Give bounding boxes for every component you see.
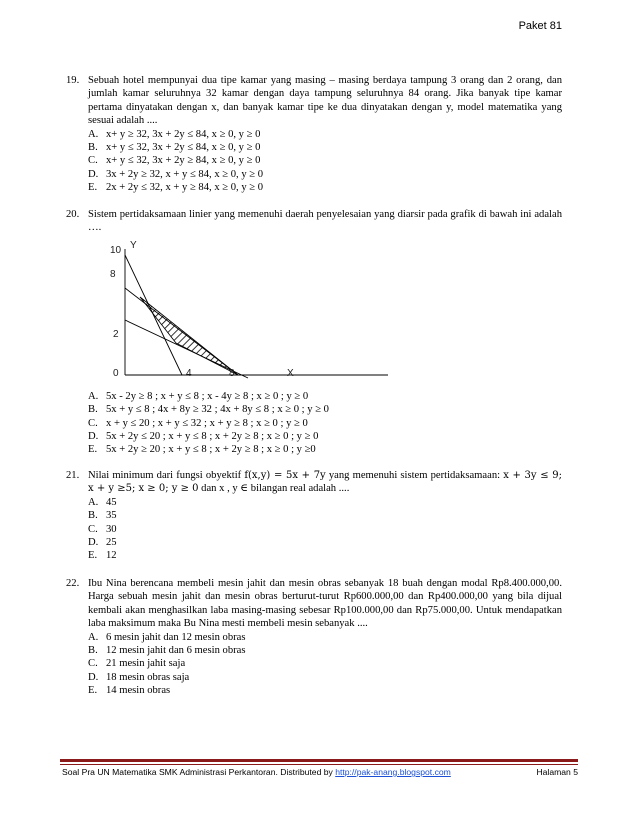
option-d: D. 3x + 2y ≥ 32, x + y ≤ 84, x ≥ 0, y ≥ 0: [88, 168, 264, 180]
x-axis-label: X: [287, 367, 294, 379]
question-number: 21.: [66, 470, 80, 481]
page-number: Halaman 5: [536, 767, 578, 777]
constraint-system: x + 3y ≤ 9; x + y ≥5; x ≥ 0; y ≥ 0: [88, 470, 562, 495]
option-e: E. 12: [88, 550, 117, 562]
option-e: E. 5x + 2y ≥ 20 ; x + y ≤ 8 ; x + 2y ≥ 8 ; x ≥ 0 ; y ≥0: [88, 444, 316, 456]
option-d: D. 25: [88, 537, 117, 549]
option-b: B. 35: [88, 510, 117, 522]
page-footer: [62, 767, 578, 777]
option-b: B. 5x + y ≤ 8 ; 4x + 8y ≥ 32 ; 4x + 8y ≤ 8 ; x ≥ 0 ; y ≥ 0: [88, 404, 329, 416]
question-text: Ibu Nina berencana membeli mesin jahit dan mesin obras sebanyak 18 buah dengan modal Rp8.400.000,00. Harga sebuah mesin jahit dan mesin obras berturut-turut Rp600.000,00 dan Rp400.000,00 yang bila dijual kembali akan menghasilkan laba masing-masing sebesar Rp100.000,00 dan Rp75.000,00. Untuk mendapatkan laba maksimum maka Bu Nina mesti membeli mesin sebanyak ....: [88, 578, 562, 630]
line-5x-2y-20: [125, 255, 182, 375]
question-20: [66, 208, 562, 457]
y-axis-label: Y: [130, 239, 137, 251]
footer-rule-thick: [60, 759, 578, 762]
footer-rule-thin: [60, 764, 578, 765]
footer-source: Soal Pra UN Matematika SMK Administrasi Perkantoran. Distributed by http://pak-anang.blogspot.com: [62, 767, 451, 777]
x-tick-8: 8: [229, 367, 235, 379]
question-text: Nilai minimum dari fungsi obyektif f(x,y) = 5x + 7y yang memenuhi sistem pertidaksamaan: x + 3y ≤ 9; x + y ≥5; x ≥ 0; y ≥ 0 dan x , y ∈ bilangan real adalah ....: [88, 470, 562, 495]
option-e: E. 14 mesin obras: [88, 685, 171, 697]
question-19: [66, 74, 562, 195]
question-text: Sebuah hotel mempunyai dua tipe kamar yang masing – masing berdaya tampung 3 orang dan 2 orang, dan jumlah kamar seluruhnya 32 kamar dengan daya tampung seluruhnya 84 orang. Jika banyak tipe kamar pertama dinyatakan dengan x, dan banyak kamar tipe ke dua dinyatakan dengan y, model matematika yang sesuai adalah ....: [88, 75, 562, 127]
question-22: [66, 577, 562, 698]
option-a: A. 45: [88, 496, 117, 508]
graph-svg: [88, 235, 388, 385]
question-number: 20.: [66, 209, 80, 220]
question-number: 19.: [66, 75, 80, 86]
option-a: A. x+ y ≥ 32, 3x + 2y ≤ 84, x ≥ 0, y ≥ 0: [88, 128, 261, 140]
x-tick-4: 4: [186, 367, 192, 379]
question-text: Sistem pertidaksamaan linier yang memenuhi daerah penyelesaian yang diarsir pada grafik di bawah ini adalah ….: [88, 209, 562, 234]
option-c: C. 21 mesin jahit saja: [88, 658, 186, 670]
option-a: A. 6 mesin jahit dan 12 mesin obras: [88, 631, 246, 643]
y-tick-8: 8: [110, 268, 116, 280]
question-21: [66, 469, 562, 563]
option-c: C. x + y ≤ 20 ; x + y ≤ 32 ; x + y ≥ 8 ; x ≥ 0 ; y ≥ 0: [88, 417, 308, 429]
blog-link[interactable]: http://pak-anang.blogspot.com: [335, 767, 451, 777]
page-package-label: Paket 81: [518, 20, 562, 32]
question-number: 22.: [66, 578, 80, 589]
origin-label: 0: [113, 367, 119, 379]
option-c: C. x+ y ≤ 32, 3x + 2y ≥ 84, x ≥ 0, y ≥ 0: [88, 155, 261, 167]
option-c: C. 30: [88, 523, 117, 535]
option-b: B. x+ y ≤ 32, 3x + 2y ≤ 84, x ≥ 0, y ≥ 0: [88, 142, 261, 154]
option-d: D. 5x + 2y ≤ 20 ; x + y ≤ 8 ; x + 2y ≥ 8 ; x ≥ 0 ; y ≥ 0: [88, 431, 319, 443]
line-x-y-8: [125, 288, 238, 375]
y-tick-2: 2: [113, 328, 119, 340]
feasible-region-graph: [88, 235, 388, 385]
y-tick-10: 10: [110, 244, 122, 256]
option-a: A. 5x - 2y ≥ 8 ; x + y ≤ 8 ; x - 4y ≥ 8 ; x ≥ 0 ; y ≥ 0: [88, 390, 309, 402]
objective-function: f(x,y) = 5x + 7y: [244, 470, 326, 481]
option-d: D. 18 mesin obras saja: [88, 671, 190, 683]
option-b: B. 12 mesin jahit dan 6 mesin obras: [88, 645, 246, 657]
option-e: E. 2x + 2y ≤ 32, x + y ≥ 84, x ≥ 0, y ≥ 0: [88, 182, 264, 194]
